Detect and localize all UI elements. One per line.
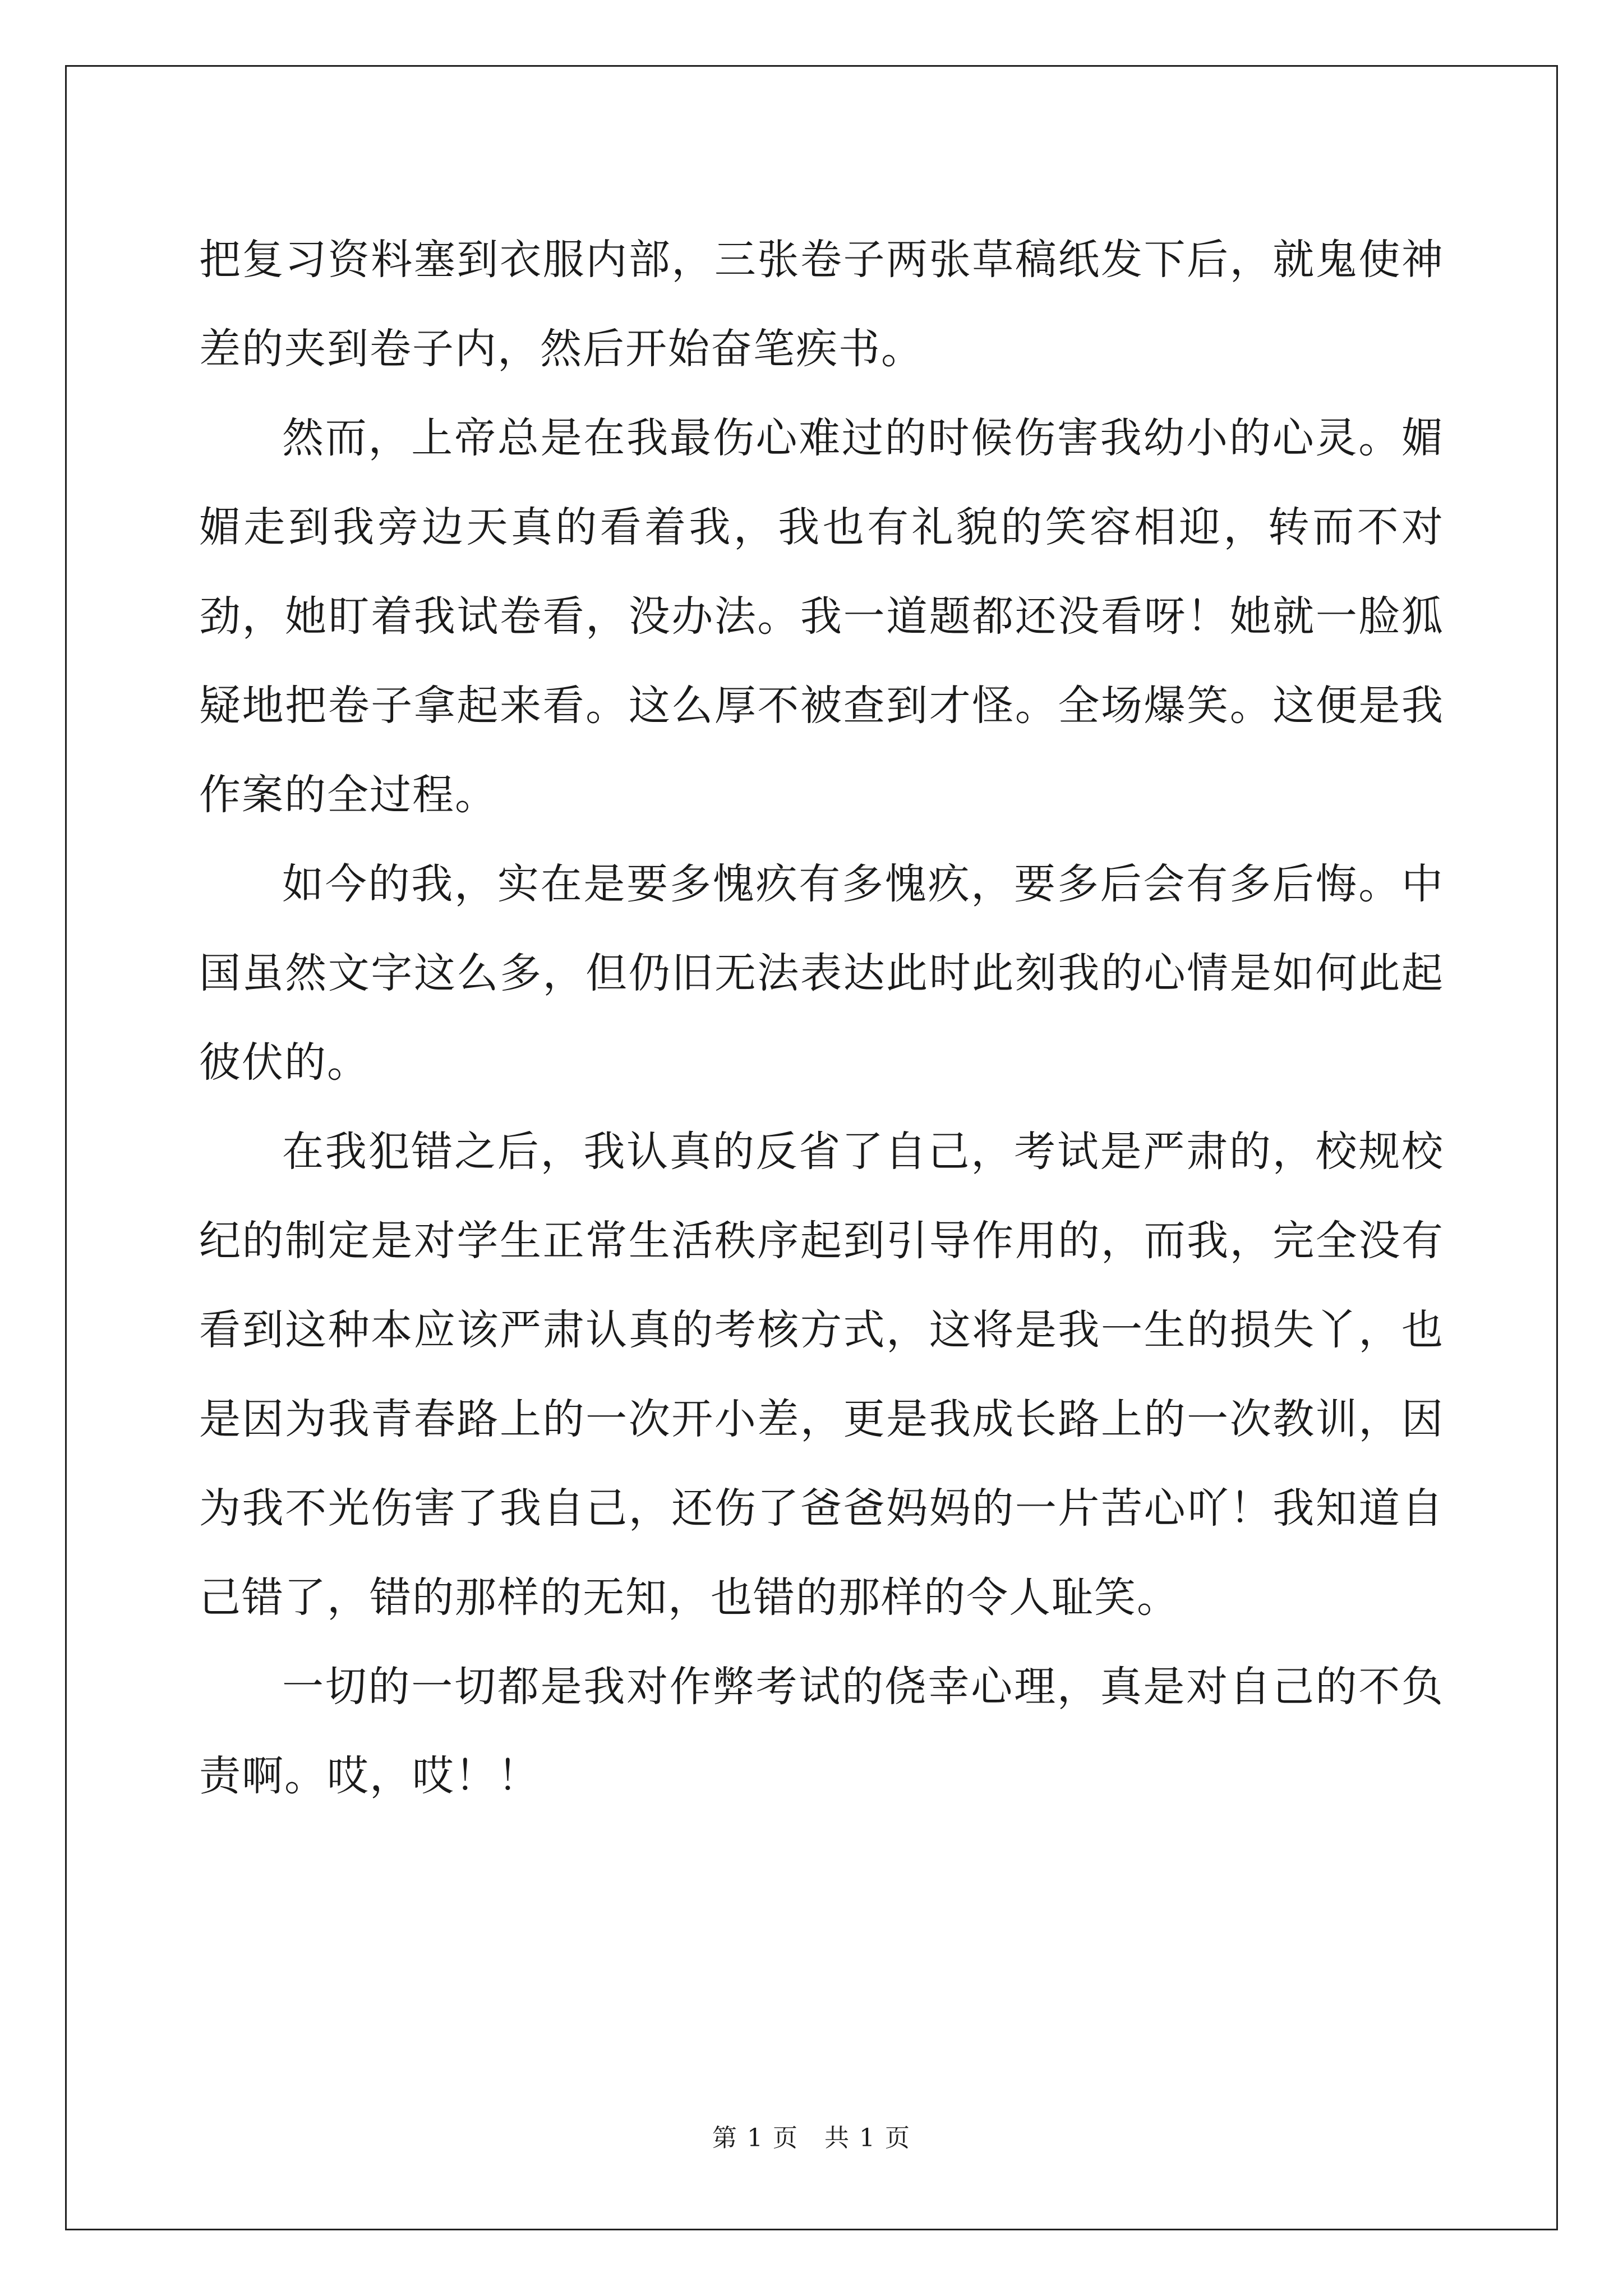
paragraph-4: 在我犯错之后，我认真的反省了自己，考试是严肃的，校规校纪的制定是对学生正常生活秩序起到引导作用的，而我，完全没有看到这种本应该严肃认真的考核方式，这将是我一生的损失丫，也是因为我青春路上的一次开小差，更是我成长路上的一次教训，因为我不光伤害了我自己，还伤了爸爸妈妈的一片苦心吖！我知道自己错了，错的那样的无知，也错的那样的令人耻笑。 (199, 1128, 1444, 1622)
paragraph-5: 一切的一切都是我对作弊考试的侥幸心理，真是对自己的不负责啊。哎，哎！！ (199, 1663, 1444, 1800)
document-body (199, 215, 1444, 1821)
paragraph-2: 然而，上帝总是在我最伤心难过的时候伤害我幼小的心灵。媚媚走到我旁边天真的看着我，我也有礼貌的笑容相迎，转而不对劲，她盯着我试卷看，没办法。我一道题都还没看呀！她就一脸狐疑地把卷子拿起来看。这么厚不被查到才怪。全场爆笑。这便是我作案的全过程。 (199, 414, 1444, 819)
paragraph-1: 把复习资料塞到衣服内部，三张卷子两张草稿纸发下后，就鬼使神差的夹到卷子内，然后开始奋笔疾书。 (199, 236, 1444, 373)
page-number-footer: 第 1 页 共 1 页 (712, 2124, 911, 2152)
paragraph-3: 如今的我，实在是要多愧疚有多愧疚，要多后会有多后悔。中国虽然文字这么多，但仍旧无法表达此时此刻我的心情是如何此起彼伏的。 (199, 860, 1444, 1087)
